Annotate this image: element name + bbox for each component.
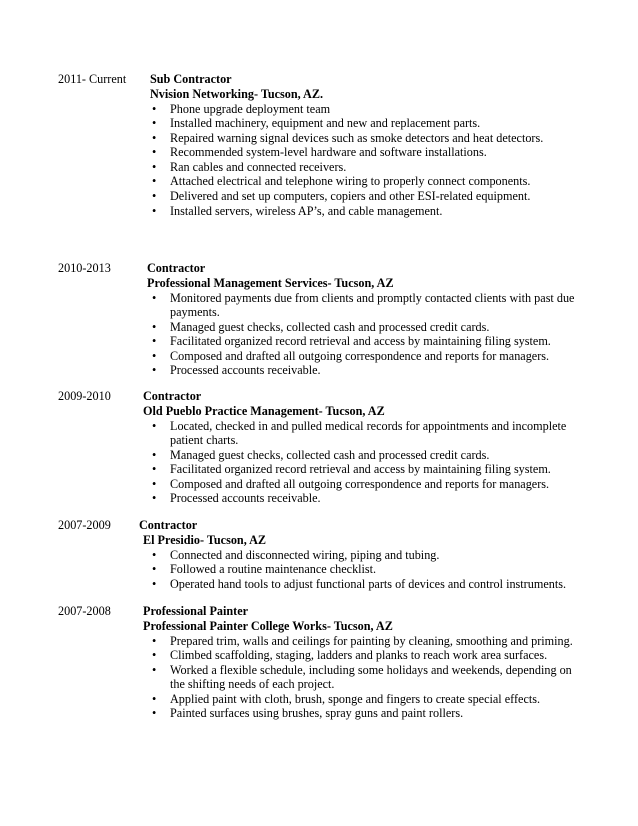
bullet-icon: • bbox=[152, 130, 157, 145]
job-date: 2011- Current bbox=[58, 72, 127, 86]
duty-item: • Monitored payments due from clients and promptly contacted clients with past due payments. bbox=[152, 290, 575, 320]
duty-item: • Followed a routine maintenance checklist. bbox=[152, 562, 377, 577]
duty-item: • Applied paint with cloth, brush, sponge and fingers to create special effects. bbox=[152, 691, 541, 706]
duty-item: • Processed accounts receivable. bbox=[152, 491, 321, 506]
bullet-icon: • bbox=[152, 116, 157, 131]
duty-item: • Installed servers, wireless AP’s, and cable management. bbox=[152, 203, 443, 218]
duty-item: • Prepared trim, walls and ceilings for painting by cleaning, smoothing and priming. bbox=[152, 633, 573, 648]
job-organization: Old Pueblo Practice Management- Tucson, AZ bbox=[143, 403, 385, 418]
bullet-icon: • bbox=[152, 101, 157, 116]
job-duties bbox=[148, 291, 588, 379]
job-date: 2009-2010 bbox=[58, 389, 111, 403]
duty-item: • Processed accounts receivable. bbox=[152, 363, 321, 378]
duty-item: • Ran cables and connected receivers. bbox=[152, 159, 347, 174]
bullet-icon: • bbox=[152, 491, 157, 506]
bullet-icon: • bbox=[152, 662, 157, 677]
duty-item: • Painted surfaces using brushes, spray guns and paint rollers. bbox=[152, 706, 464, 721]
duty-item: • Delivered and set up computers, copiers and other ESI-related equipment. bbox=[152, 189, 531, 204]
bullet-icon: • bbox=[152, 476, 157, 491]
bullet-icon: • bbox=[152, 691, 157, 706]
bullet-icon: • bbox=[152, 203, 157, 218]
bullet-icon: • bbox=[152, 145, 157, 160]
bullet-icon: • bbox=[152, 334, 157, 349]
bullet-icon: • bbox=[152, 648, 157, 663]
job-title: Sub Contractor bbox=[150, 72, 232, 86]
bullet-icon: • bbox=[152, 348, 157, 363]
duty-item: • Connected and disconnected wiring, piping and tubing. bbox=[152, 547, 440, 562]
duty-item: • Located, checked in and pulled medical records for appointments and incomplete patient charts. bbox=[152, 418, 567, 448]
duty-item: • Recommended system-level hardware and software installations. bbox=[152, 145, 487, 160]
bullet-icon: • bbox=[152, 547, 157, 562]
bullet-icon: • bbox=[152, 290, 157, 305]
job-date: 2007-2009 bbox=[58, 518, 111, 532]
job-title: Professional Painter bbox=[143, 604, 249, 618]
job-duties bbox=[148, 419, 588, 507]
duty-item: • Composed and drafted all outgoing correspondence and reports for managers. bbox=[152, 348, 550, 363]
duty-item: • Managed guest checks, collected cash and processed credit cards. bbox=[152, 447, 490, 462]
bullet-icon: • bbox=[152, 319, 157, 334]
job-organization: Nvision Networking- Tucson, AZ. bbox=[150, 86, 324, 101]
job-duties bbox=[148, 634, 588, 722]
job-date: 2007-2008 bbox=[58, 604, 111, 618]
duty-item: • Attached electrical and telephone wiring to properly connect components. bbox=[152, 174, 531, 189]
bullet-icon: • bbox=[152, 633, 157, 648]
job-title: Contractor bbox=[139, 518, 198, 532]
bullet-icon: • bbox=[152, 576, 157, 591]
duty-item: • Facilitated organized record retrieval and access by maintaining filing system. bbox=[152, 462, 551, 477]
duty-item: • Composed and drafted all outgoing correspondence and reports for managers. bbox=[152, 476, 550, 491]
duty-item: • Managed guest checks, collected cash and processed credit cards. bbox=[152, 319, 490, 334]
bullet-icon: • bbox=[152, 189, 157, 204]
bullet-icon: • bbox=[152, 562, 157, 577]
bullet-icon: • bbox=[152, 447, 157, 462]
job-duties bbox=[148, 548, 588, 592]
bullet-icon: • bbox=[152, 363, 157, 378]
duty-item: • Installed machinery, equipment and new and replacement parts. bbox=[152, 116, 481, 131]
job-organization: El Presidio- Tucson, AZ bbox=[143, 532, 267, 547]
duty-item: • Facilitated organized record retrieval and access by maintaining filing system. bbox=[152, 334, 551, 349]
duty-item: • Operated hand tools to adjust functional parts of devices and control instruments. bbox=[152, 576, 566, 591]
job-title: Contractor bbox=[147, 261, 206, 275]
job-date: 2010-2013 bbox=[58, 261, 111, 275]
job-organization: Professional Management Services- Tucson, AZ bbox=[147, 275, 394, 290]
duty-item: • Repaired warning signal devices such as smoke detectors and heat detectors. bbox=[152, 130, 544, 145]
bullet-icon: • bbox=[152, 706, 157, 721]
duty-item: • Climbed scaffolding, staging, ladders and planks to reach work area surfaces. bbox=[152, 648, 548, 663]
duty-item: • Worked a flexible schedule, including some holidays and weekends, depending on the shifting needs of each project. bbox=[152, 662, 572, 692]
job-organization: Professional Painter College Works- Tucson, AZ bbox=[143, 618, 393, 633]
bullet-icon: • bbox=[152, 174, 157, 189]
bullet-icon: • bbox=[152, 159, 157, 174]
duty-item: • Phone upgrade deployment team bbox=[152, 101, 331, 116]
bullet-icon: • bbox=[152, 418, 157, 433]
job-title: Contractor bbox=[143, 389, 202, 403]
job-duties bbox=[148, 102, 588, 219]
bullet-icon: • bbox=[152, 462, 157, 477]
